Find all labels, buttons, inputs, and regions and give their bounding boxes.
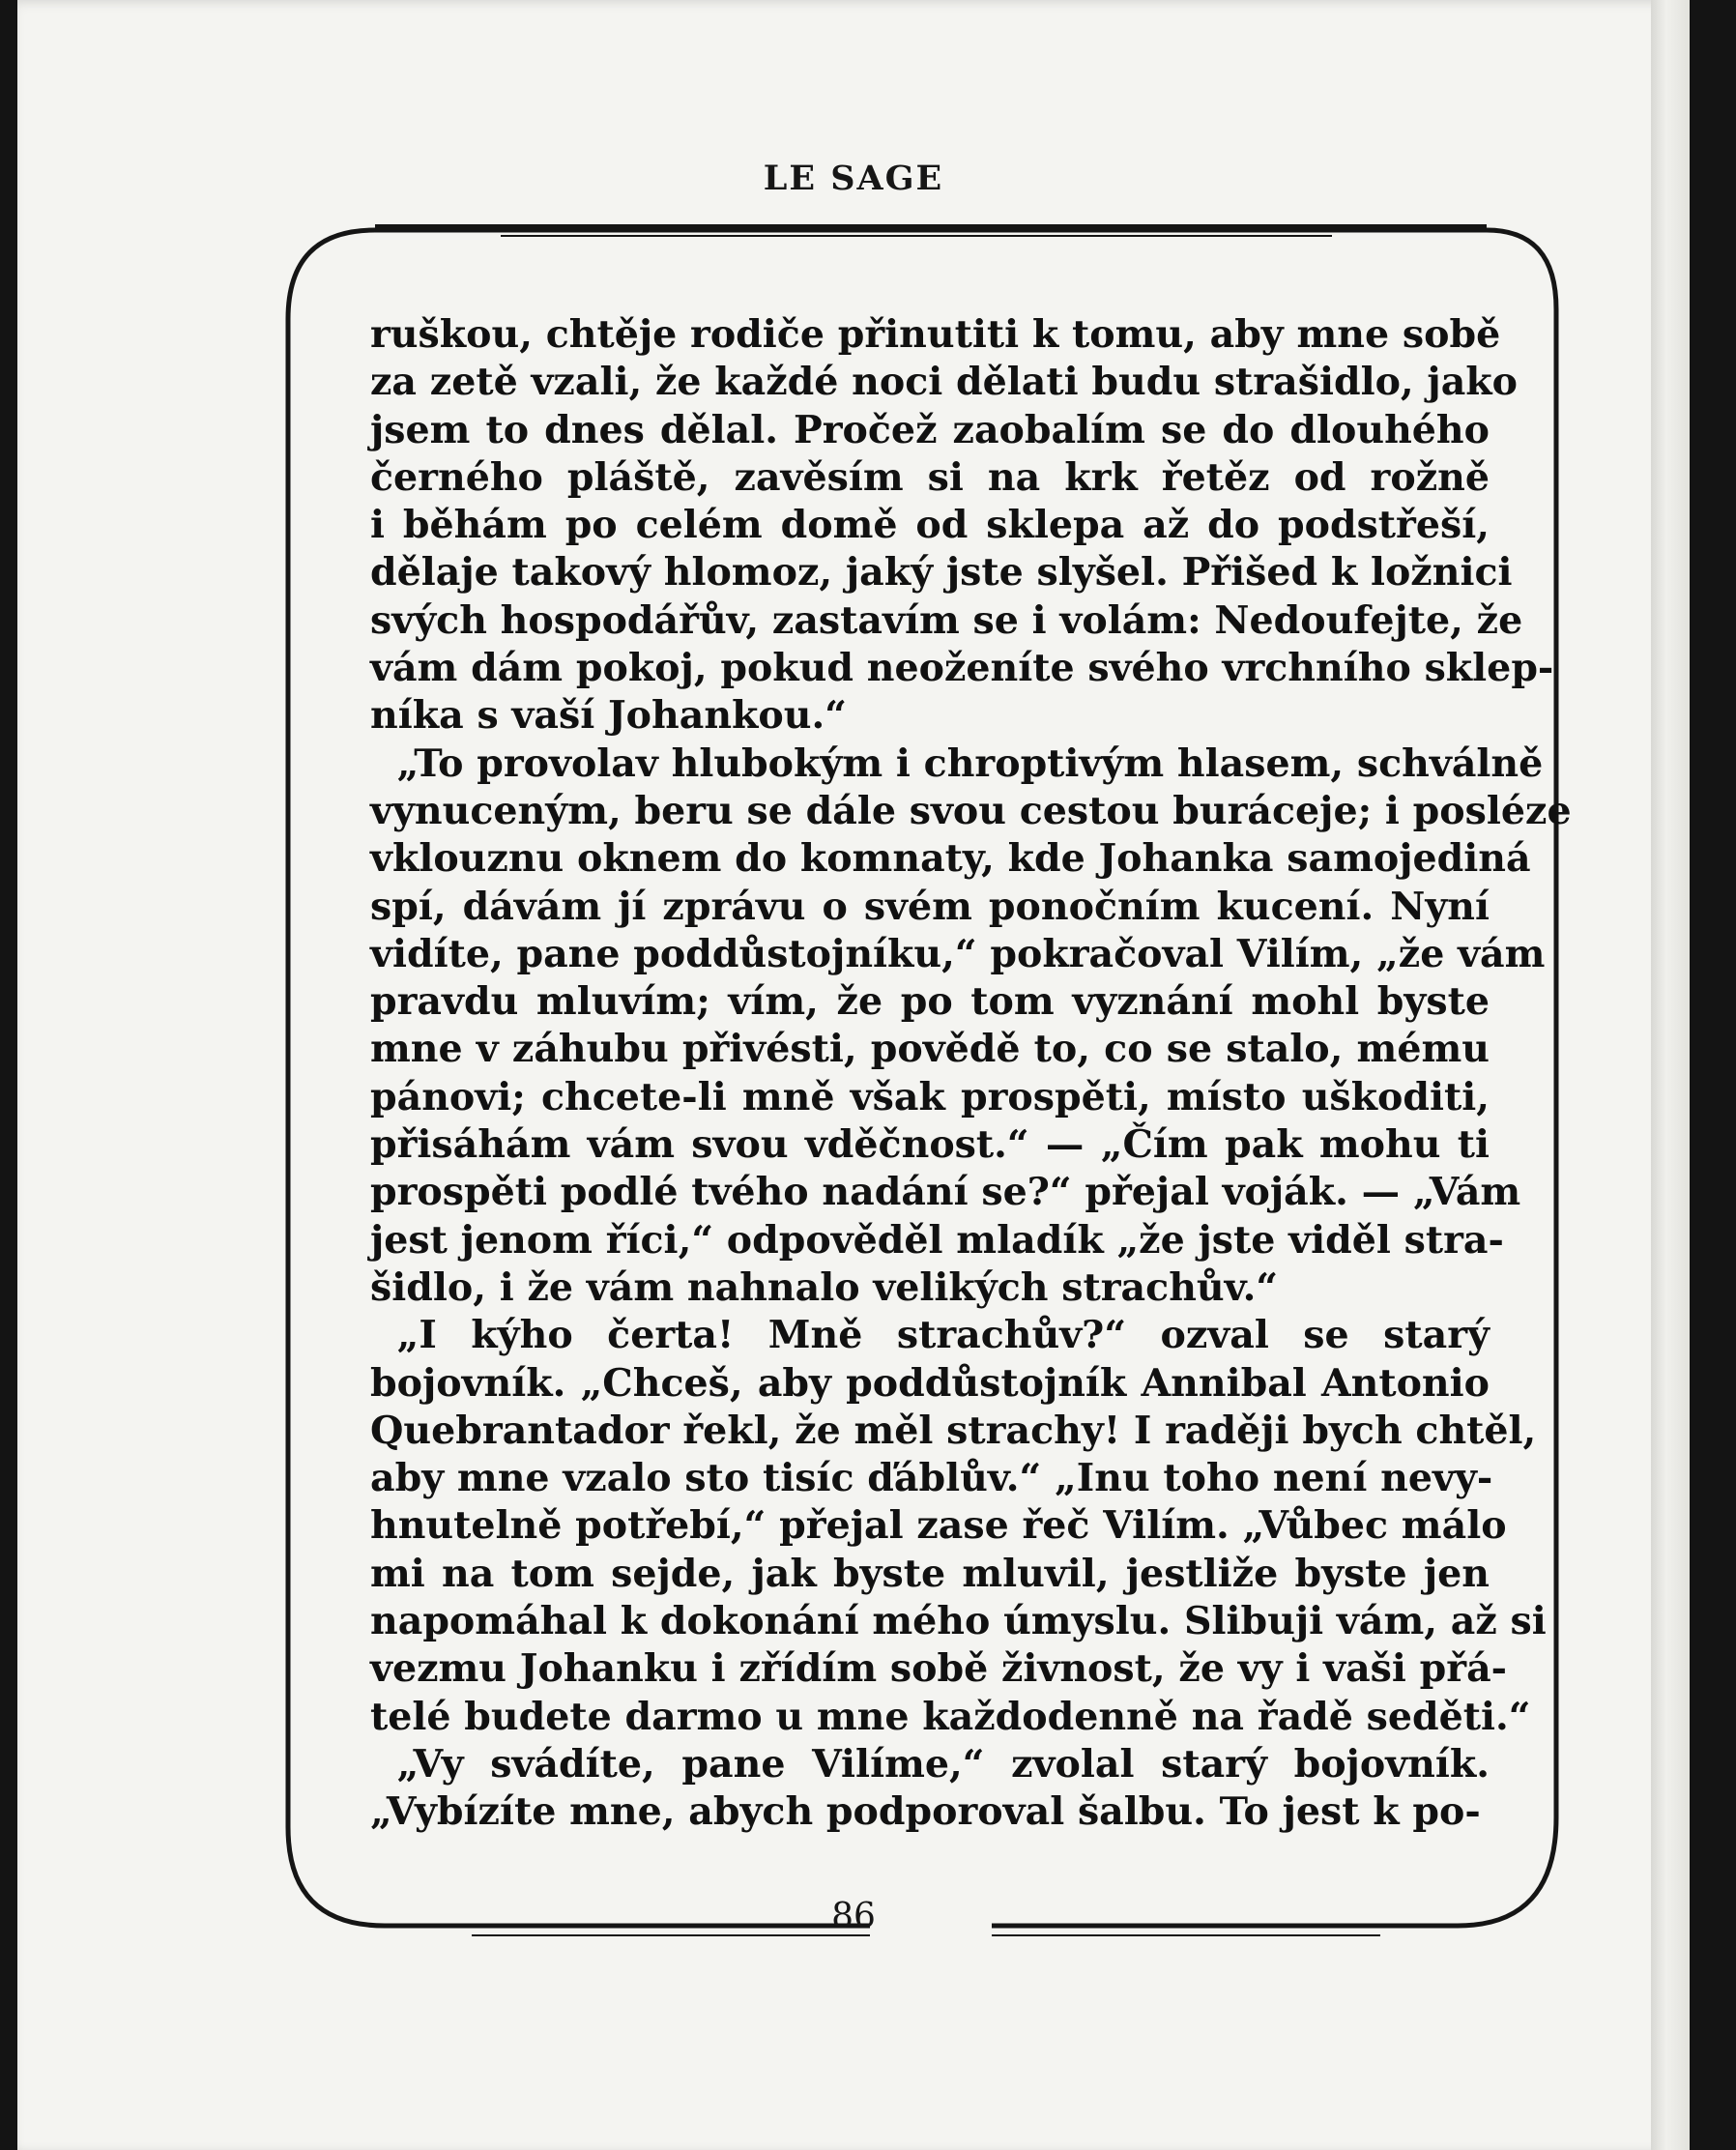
text-line: vklouznu oknem do komnaty, kde Johanka samojediná bbox=[370, 836, 1531, 882]
text-line: vám dám pokoj, pokud neoženíte svého vrchního sklep- bbox=[370, 646, 1554, 691]
text-line: za zetě vzali, že každé noci dělati budu strašidlo, jako bbox=[370, 360, 1519, 405]
book-page bbox=[17, 0, 1690, 2150]
page-number: 86 bbox=[831, 1897, 876, 1936]
text-line: i běhám po celém domě od sklepa až do podstřeší, bbox=[370, 503, 1490, 548]
text-line: telé budete darmo u mne každodenně na řadě seděti.“ bbox=[370, 1694, 1531, 1739]
text-line: „I kýho čerta! Mně strachův?“ ozval se starý bbox=[396, 1313, 1490, 1358]
text-line: jest jenom říci,“ odpověděl mladík „že jste viděl stra- bbox=[370, 1217, 1504, 1263]
text-line: mne v záhubu přivésti, povědě to, co se stalo, mému bbox=[370, 1027, 1490, 1072]
text-line: prospěti podlé tvého nadání se?“ přejal voják. — „Vám bbox=[370, 1170, 1521, 1215]
text-line: pravdu mluvím; vím, že po tom vyznání mohl byste bbox=[370, 979, 1490, 1025]
text-line: „Vy svádíte, pane Vilíme,“ zvolal starý bojovník. bbox=[396, 1741, 1490, 1787]
text-line: hnutelně potřebí,“ přejal zase řeč Vilím. „Vůbec málo bbox=[370, 1503, 1507, 1549]
text-line: jsem to dnes dělal. Pročež zaobalím se do dlouhého bbox=[370, 407, 1490, 452]
text-line: „To provolav hlubokým i chroptivým hlasem, schválně bbox=[396, 741, 1544, 786]
text-line: Quebrantador řekl, že měl strachy! I raději bych chtěl, bbox=[370, 1408, 1537, 1453]
text-line: šidlo, i že vám nahnalo velikých strachův.“ bbox=[370, 1264, 1279, 1310]
text-line: černého pláště, zavěsím si na krk řetěz od rožně bbox=[370, 454, 1490, 500]
text-line: níka s vaší Johankou.“ bbox=[370, 693, 847, 739]
text-line: ruškou, chtěje rodiče přinutiti k tomu, aby mne sobě bbox=[370, 312, 1501, 357]
body-text bbox=[370, 311, 1572, 1837]
text-line: vidíte, pane poddůstojníku,“ pokračoval Vilím, „že vám bbox=[370, 931, 1546, 976]
text-line: vezmu Johanku i zřídím sobě živnost, že vy i vaši přá- bbox=[370, 1646, 1508, 1692]
text-line: napomáhal k dokonání mého úmyslu. Slibuji vám, až si bbox=[370, 1599, 1547, 1644]
text-line: mi na tom sejde, jak byste mluvil, jestliže byste jen bbox=[370, 1551, 1490, 1596]
text-line: vynuceným, beru se dále svou cestou buráceje; i posléze bbox=[370, 788, 1572, 833]
running-head: LE SAGE bbox=[763, 159, 944, 198]
text-line: dělaje takový hlomoz, jaký jste slyšel. Přišed k ložnici bbox=[370, 550, 1513, 596]
text-line: spí, dávám jí zprávu o svém ponočním kucení. Nyní bbox=[370, 884, 1490, 929]
text-line: pánovi; chcete-li mně však prospěti, místo uškoditi, bbox=[370, 1074, 1490, 1119]
text-line: aby mne vzalo sto tisíc ďáblův.“ „Inu toho není nevy- bbox=[370, 1456, 1493, 1501]
text-line: přisáhám vám svou vděčnost.“ — „Čím pak mohu ti bbox=[370, 1122, 1490, 1168]
text-line: svých hospodářův, zastavím se i volám: Nedoufejte, že bbox=[370, 597, 1523, 643]
text-line: „Vybízíte mne, abych podporoval šalbu. To jest k po- bbox=[370, 1789, 1481, 1835]
text-line: bojovník. „Chceš, aby poddůstojník Annibal Antonio bbox=[370, 1360, 1490, 1406]
